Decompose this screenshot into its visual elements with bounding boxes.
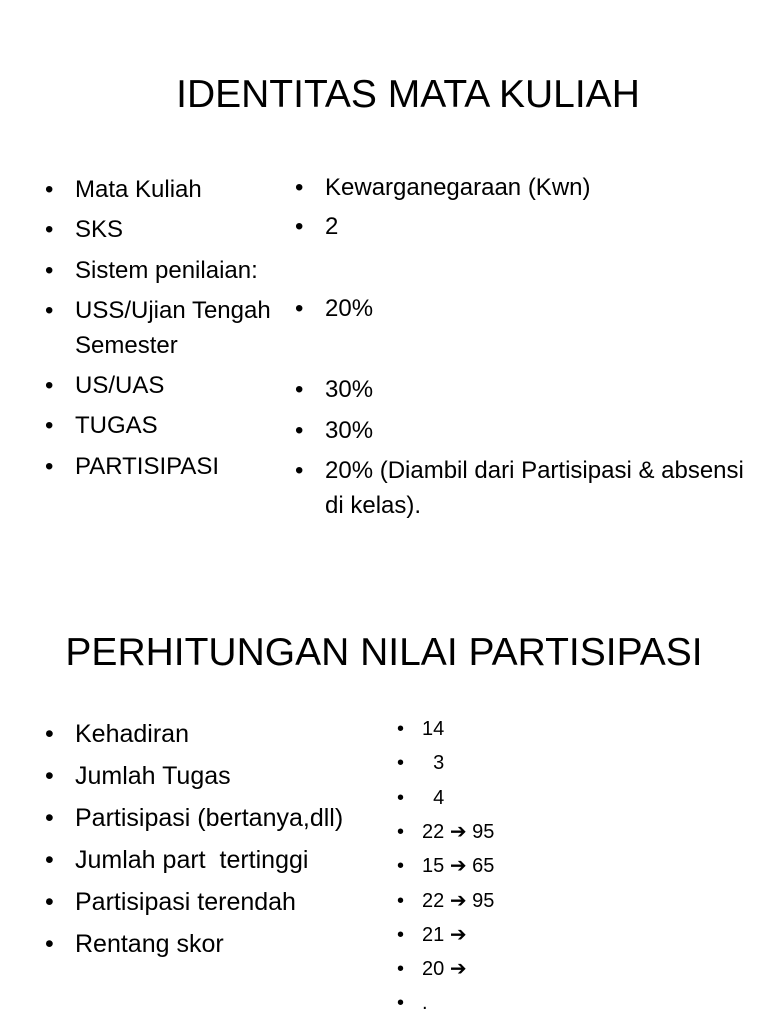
list-item-label: SKS: [75, 216, 124, 243]
bullet-icon: •: [397, 924, 405, 946]
list-item-score: [397, 955, 467, 983]
bullet-icon: •: [295, 457, 304, 484]
list-item-score: [397, 749, 444, 777]
list-item-value: 30%: [325, 376, 374, 403]
bullet-icon: •: [45, 762, 54, 790]
list-item-jumlah-part-tertinggi: [45, 842, 308, 878]
list-item-value-sks: [295, 209, 745, 244]
score-value: 21: [422, 924, 445, 946]
list-item-label: Sistem penilaian:: [75, 257, 258, 284]
list-item-score: [397, 784, 444, 812]
list-item-label: Partisipasi (bertanya,dll): [75, 804, 344, 832]
list-item-label: TUGAS: [75, 412, 158, 439]
score-value: .: [422, 992, 428, 1014]
bullet-icon: •: [397, 992, 405, 1014]
bullet-icon: •: [397, 958, 405, 980]
bullet-icon: •: [45, 257, 54, 284]
bullet-icon: •: [397, 821, 405, 843]
bullet-icon: •: [295, 376, 304, 403]
list-item-rentang-skor: [45, 926, 224, 962]
list-item-label: Jumlah part tertinggi: [75, 846, 309, 874]
bullet-icon: •: [45, 372, 54, 399]
bullet-icon: •: [45, 297, 54, 324]
list-item-value: Kewarganegaraan (Kwn): [325, 174, 591, 201]
list-item-label: Kehadiran: [75, 720, 189, 748]
arrow-right-icon: ➔: [449, 855, 467, 877]
list-item-value: 30%: [325, 417, 374, 444]
list-item-score: [397, 852, 494, 880]
list-item-value: 2: [325, 213, 339, 240]
bullet-icon: •: [397, 855, 405, 877]
bullet-icon: •: [295, 295, 304, 322]
slide-title: IDENTITAS MATA KULIAH: [176, 73, 640, 116]
list-item-sks: [45, 212, 123, 247]
bullet-icon: •: [45, 888, 54, 916]
slide-title: PERHITUNGAN NILAI PARTISIPASI: [65, 631, 703, 674]
list-item-value: 20% (Diambil dari Partisipasi & absensi di kelas).: [325, 457, 744, 519]
score-value: 14: [422, 718, 445, 740]
list-item-score: [397, 715, 444, 743]
list-item-value-mata-kuliah: [295, 170, 745, 205]
list-item-score: [397, 921, 467, 949]
score-value: 3: [422, 752, 445, 774]
list-item-label: Rentang skor: [75, 930, 224, 958]
bullet-icon: •: [45, 412, 54, 439]
bullet-icon: •: [45, 846, 54, 874]
bullet-icon: •: [397, 718, 405, 740]
bullet-icon: •: [45, 804, 54, 832]
bullet-icon: •: [295, 213, 304, 240]
list-item-label: Partisipasi terendah: [75, 888, 296, 916]
list-item-partisipasi: [45, 800, 343, 836]
list-item-partisipasi: [45, 449, 219, 484]
bullet-icon: •: [295, 417, 304, 444]
arrow-right-icon: ➔: [449, 958, 467, 980]
bullet-icon: •: [45, 176, 54, 203]
list-item-jumlah-tugas: [45, 758, 231, 794]
list-item-value-uss: [295, 291, 745, 326]
bullet-icon: •: [295, 174, 304, 201]
score-value: 20: [422, 958, 445, 980]
score-value: 22: [422, 890, 445, 912]
list-item-partisipasi-terendah: [45, 884, 296, 920]
list-item-sistem-penilaian: [45, 253, 258, 288]
list-item-value-partisipasi: [295, 453, 745, 523]
score-value: 15: [422, 855, 445, 877]
bullet-icon: •: [45, 930, 54, 958]
score-result: 65: [472, 855, 495, 877]
list-item-label: USS/Ujian Tengah Semester: [75, 297, 271, 359]
list-item-kehadiran: [45, 716, 189, 752]
slide-perhitungan-nilai-partisipasi: [0, 560, 768, 1024]
bullet-icon: •: [45, 453, 54, 480]
bullet-icon: •: [45, 720, 54, 748]
list-item-label: Jumlah Tugas: [75, 762, 231, 790]
arrow-right-icon: ➔: [449, 821, 467, 843]
score-result: 95: [472, 821, 495, 843]
bullet-icon: •: [45, 216, 54, 243]
list-item-label: PARTISIPASI: [75, 453, 220, 480]
score-value: 4: [422, 787, 445, 809]
list-item-label: Mata Kuliah: [75, 176, 202, 203]
bullet-icon: •: [397, 752, 405, 774]
bullet-icon: •: [397, 787, 405, 809]
arrow-right-icon: ➔: [449, 890, 467, 912]
list-item-score: [397, 989, 428, 1017]
list-item-value-uas: [295, 372, 745, 407]
list-item-mata-kuliah: [45, 172, 202, 207]
list-item-value: 20%: [325, 295, 374, 322]
list-item-us-uas: [45, 368, 164, 403]
list-item-score: [397, 887, 494, 915]
score-value: 22: [422, 821, 445, 843]
score-result: 95: [472, 890, 495, 912]
list-item-value-tugas: [295, 413, 745, 448]
list-item-tugas: [45, 408, 158, 443]
list-item-score: [397, 818, 494, 846]
bullet-icon: •: [397, 890, 405, 912]
list-item-label: US/UAS: [75, 372, 165, 399]
list-item-uss: [45, 293, 271, 363]
arrow-right-icon: ➔: [449, 924, 467, 946]
